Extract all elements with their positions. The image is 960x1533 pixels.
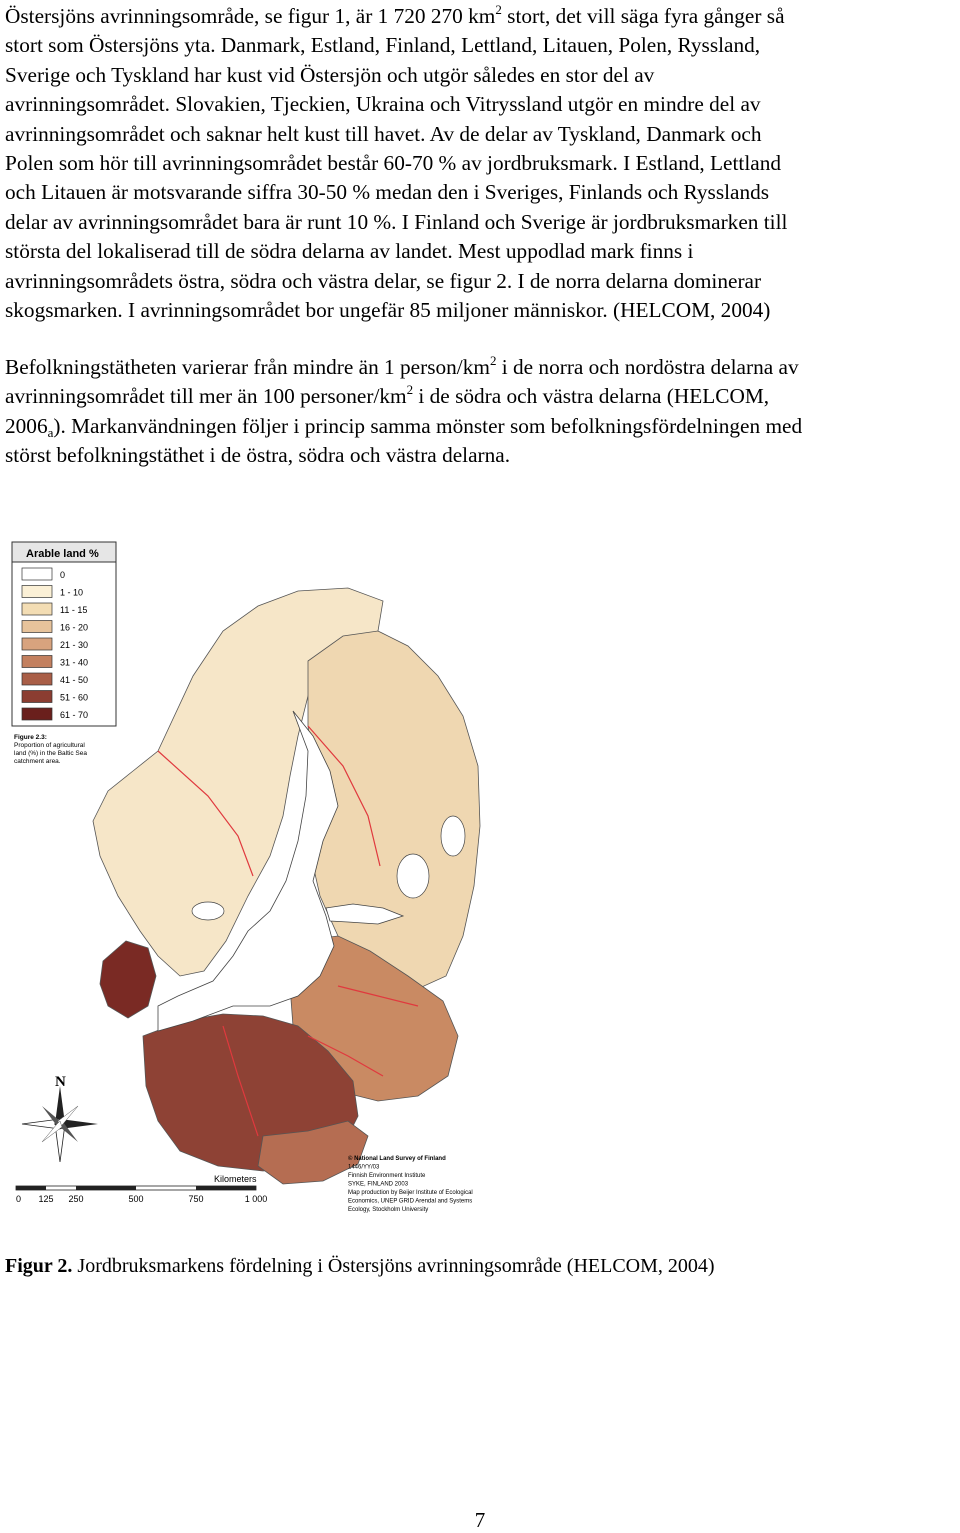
caption-text: Jordbruksmarkens fördelning i Östersjöns avrinningsområde (HELCOM, 2004) — [72, 1255, 715, 1277]
text-line — [5, 382, 957, 411]
figure-note-line: catchment area. — [14, 758, 61, 765]
scale-tick-label: 0 — [16, 1194, 22, 1204]
text-fragment: delar av avrinningsområdet bara är runt 10 %. I Finland och Sverige är jordbruksmarken till — [5, 209, 788, 234]
text-fragment: 2006 — [5, 413, 48, 438]
text-fragment: stort, det vill säga fyra gånger så — [501, 4, 785, 28]
scale-tick-label: 250 — [68, 1194, 84, 1204]
scale-tick-label: 125 — [38, 1194, 54, 1204]
body-paragraph-2 — [5, 353, 957, 471]
text-line — [5, 296, 957, 325]
credit-line: © National Land Survey of Finland — [348, 1156, 446, 1162]
legend-label: 31 - 40 — [60, 657, 89, 668]
text-line — [5, 120, 957, 149]
text-line — [5, 208, 957, 237]
legend-swatch — [22, 691, 52, 703]
arable-land-map-figure — [8, 536, 490, 1222]
text-fragment: Befolkningstätheten varierar från mindre än 1 person/km — [5, 355, 490, 379]
text-line — [5, 31, 957, 60]
legend-swatch — [22, 673, 52, 685]
legend-swatch — [22, 708, 52, 720]
text-fragment: i de norra och nordöstra delarna av — [496, 355, 799, 379]
text-fragment: Östersjöns avrinningsområde, se figur 1, är 1 720 270 km — [5, 4, 496, 28]
text-line — [5, 267, 957, 296]
credit-line: Ecology, Stockholm University — [348, 1207, 429, 1213]
north-arrow-icon — [22, 1086, 98, 1162]
text-fragment: a — [47, 424, 54, 440]
legend-swatch — [22, 656, 52, 668]
page-number: 7 — [474, 1508, 486, 1532]
text-fragment: 2 — [406, 382, 414, 398]
legend-label: 1 - 10 — [60, 587, 84, 598]
map-legend — [12, 542, 116, 726]
text-fragment: ). Markanvändningen följer i princip samma mönster som befolkningsfördelningen med — [53, 413, 803, 438]
text-line — [5, 90, 957, 119]
caption-label: Figur 2. — [5, 1255, 73, 1277]
legend-swatch — [22, 621, 52, 633]
text-line — [5, 61, 957, 90]
text-line — [5, 149, 957, 178]
text-fragment: avrinningsområdet till mer än 100 personer/km — [5, 384, 407, 409]
arable-land-map — [8, 536, 490, 1222]
text-fragment: avrinningsområdet och saknar helt kust till havet. Av de delar av Tyskland, Danmark och — [5, 121, 762, 146]
scale-bar — [16, 1174, 267, 1204]
legend-label: 0 — [60, 570, 66, 580]
text-line — [5, 178, 957, 207]
denmark-landmass — [100, 941, 156, 1018]
legend-title: Arable land % — [26, 548, 99, 560]
text-fragment: 2 — [495, 2, 502, 17]
text-line — [5, 441, 957, 470]
text-fragment: avrinningsområdet. Slovakien, Tjeckien, Ukraina och Vitryssland utgör en mindre del av — [5, 92, 761, 117]
legend-label: 21 - 30 — [60, 640, 89, 650]
scale-tick-label: 1 000 — [244, 1194, 268, 1204]
legend-label: 41 - 50 — [60, 675, 89, 685]
lake-vanern — [192, 902, 224, 920]
legend-swatch — [22, 603, 52, 615]
text-fragment: störst befolkningstäthet i de östra, södra och västra delarna. — [5, 443, 511, 468]
figure-caption — [5, 1255, 715, 1278]
legend-label: 16 - 20 — [60, 622, 89, 633]
text-fragment: Sverige och Tyskland har kust vid Östersjön och utgör således en stor del av — [5, 62, 655, 87]
credit-line: Map production by Beijer Institute of Ecological — [348, 1190, 473, 1196]
credit-line: 1446/YY/03 — [348, 1164, 380, 1171]
text-fragment: i de södra och västra delarna (HELCOM, — [413, 384, 770, 409]
figure-note-line: Figure 2.3: — [14, 734, 47, 741]
credit-line: Finnish Environment Institute — [348, 1173, 426, 1179]
legend-label: 11 - 15 — [60, 605, 88, 615]
text-line — [5, 237, 957, 266]
legend-swatch — [22, 638, 52, 650]
text-fragment: största del lokaliserad till de södra delarna av landet. Mest uppodlad mark finns i — [5, 239, 694, 264]
legend-swatch — [22, 586, 52, 598]
legend-swatch — [22, 568, 52, 580]
north-label: N — [55, 1074, 66, 1090]
text-fragment: 2 — [489, 353, 497, 368]
legend-label: 51 - 60 — [60, 692, 89, 703]
text-fragment: och Litauen är motsvarande siffra 30-50 % medan den i Sveriges, Finlands och Rysslands — [5, 180, 770, 205]
lake-onega — [441, 816, 465, 856]
legend-label: 61 - 70 — [60, 710, 89, 720]
text-fragment: skogsmarken. I avrinningsområdet bor ungefär 85 miljoner människor. (HELCOM, 2004) — [5, 298, 771, 323]
lake-ladoga — [397, 854, 429, 898]
credit-line: Economics, UNEP GRID Arendal and Systems — [348, 1198, 473, 1205]
text-fragment: stort som Östersjöns yta. Danmark, Estland, Finland, Lettland, Litauen, Polen, Ryssland, — [5, 33, 761, 58]
scale-tick-label: 500 — [128, 1194, 144, 1204]
text-fragment: avrinningsområdets östra, södra och västra delar, se figur 2. I de norra delarna dominerar — [5, 268, 762, 293]
text-line — [5, 2, 957, 31]
figure-note-line: land (%) in the Baltic Sea — [14, 750, 87, 757]
body-paragraph-1 — [5, 2, 957, 325]
map-credits — [348, 1155, 473, 1213]
text-line — [5, 353, 957, 382]
scale-tick-label: 750 — [188, 1194, 204, 1204]
figure-note — [14, 734, 87, 765]
text-fragment: Polen som hör till avrinningsområdet består 60-70 % av jordbruksmark. I Estland, Lettland — [5, 151, 781, 176]
scale-unit-label: Kilometers — [214, 1174, 257, 1184]
credit-line: SYKE, FINLAND 2003 — [348, 1181, 409, 1188]
figure-note-line: Proportion of agricultural — [14, 742, 85, 749]
text-line — [5, 412, 957, 441]
